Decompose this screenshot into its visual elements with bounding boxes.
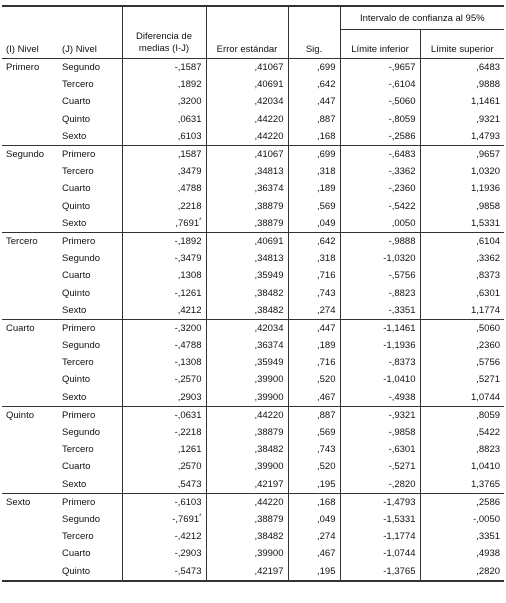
upper-limit-cell: ,9888: [420, 76, 504, 93]
mean-diff-cell: [122, 302, 206, 320]
mean-diff-value: ,4212: [177, 304, 202, 316]
table-header: [2, 6, 504, 59]
i-level-cell: [2, 389, 58, 407]
i-level-cell: Tercero: [2, 232, 58, 250]
mean-diff-value: ,1261: [177, 444, 202, 456]
table-row: [2, 145, 504, 163]
mean-diff-value: ,6103: [177, 130, 202, 142]
i-level-cell: Sexto: [2, 493, 58, 511]
lower-limit-cell: -,6483: [340, 145, 420, 163]
lower-limit-cell: -,2360: [340, 180, 420, 197]
mean-diff-value: ,5473: [177, 478, 202, 490]
mean-diff-value: -,2903: [174, 548, 202, 560]
i-level-cell: [2, 545, 58, 562]
upper-limit-cell: ,5756: [420, 354, 504, 371]
mean-diff-value: -,1308: [174, 357, 202, 369]
i-level-cell: [2, 128, 58, 146]
table-row: [2, 198, 504, 215]
sig-cell: ,189: [288, 337, 340, 354]
lower-limit-cell: -,2820: [340, 476, 420, 494]
lower-limit-cell: -1,0320: [340, 250, 420, 267]
upper-limit-cell: 1,0320: [420, 163, 504, 180]
mean-diff-value: ,3200: [177, 96, 202, 108]
j-level-cell: Quinto: [58, 562, 122, 580]
lower-limit-cell: ,0050: [340, 215, 420, 233]
upper-limit-cell: -,0050: [420, 511, 504, 528]
mean-diff-cell: [122, 337, 206, 354]
std-error-cell: ,34813: [206, 250, 288, 267]
std-error-cell: ,36374: [206, 337, 288, 354]
std-error-cell: ,40691: [206, 76, 288, 93]
table-row: [2, 337, 504, 354]
lower-limit-cell: -1,0744: [340, 545, 420, 562]
std-error-cell: ,35949: [206, 267, 288, 284]
ci-group-header: Intervalo de confianza al 95%: [340, 6, 504, 30]
std-error-cell: ,35949: [206, 354, 288, 371]
table-row: [2, 441, 504, 458]
std-error-cell: ,38879: [206, 215, 288, 233]
j-level-cell: Tercero: [62, 531, 94, 543]
lower-limit-cell: -1,1774: [340, 528, 420, 545]
std-error-cell: ,34813: [206, 163, 288, 180]
table-row: [2, 111, 504, 128]
mean-diff-cell: [122, 163, 206, 180]
lower-limit-cell: -1,4793: [340, 493, 420, 511]
lower-limit-cell: -,9888: [340, 232, 420, 250]
sig-cell: ,195: [288, 476, 340, 494]
lower-limit-cell: -,3362: [340, 163, 420, 180]
i-level-cell: [2, 198, 58, 215]
upper-limit-cell: ,6104: [420, 232, 504, 250]
i-level-cell: Cuarto: [2, 319, 58, 337]
sig-cell: ,716: [288, 354, 340, 371]
lower-limit-cell: -1,1461: [340, 319, 420, 337]
lower-limit-cell: -1,1936: [340, 337, 420, 354]
table-row: [2, 528, 504, 545]
mean-diff-value: ,2570: [177, 461, 202, 473]
upper-limit-cell: ,9858: [420, 198, 504, 215]
mean-diff-cell: [122, 424, 206, 441]
table-row: [2, 76, 504, 93]
j-level-cell: Cuarto: [62, 461, 91, 473]
sig-cell: ,699: [288, 59, 340, 77]
sig-cell: ,520: [288, 458, 340, 475]
std-error-cell: ,38879: [206, 511, 288, 528]
mean-diff-value: -,1587: [174, 62, 202, 74]
sig-cell: ,569: [288, 198, 340, 215]
upper-limit-cell: ,2360: [420, 337, 504, 354]
j-level-cell: Segundo: [62, 340, 101, 352]
std-error-cell: ,38482: [206, 302, 288, 320]
table-row: [2, 128, 504, 146]
upper-limit-cell: 1,0410: [420, 458, 504, 475]
mean-diff-cell: [122, 545, 206, 562]
table-row: [2, 406, 504, 424]
std-error-cell: ,39900: [206, 389, 288, 407]
upper-limit-cell: ,4938: [420, 545, 504, 562]
mean-diff-value: -,3479: [174, 253, 202, 265]
std-error-cell: ,44220: [206, 406, 288, 424]
mean-diff-value: -,2218: [174, 427, 202, 439]
table-row: [2, 302, 504, 320]
upper-limit-cell: ,2820: [420, 562, 504, 580]
i-level-cell: [2, 441, 58, 458]
lower-limit-cell: -,9858: [340, 424, 420, 441]
mean-diff-value: -,0631: [174, 409, 202, 421]
mean-diff-cell: [122, 389, 206, 407]
upper-limit-cell: ,8059: [420, 406, 504, 424]
i-level-cell: [2, 476, 58, 494]
std-error-cell: ,44220: [206, 128, 288, 146]
upper-limit-cell: ,8823: [420, 441, 504, 458]
i-level-cell: [2, 267, 58, 284]
std-error-cell: ,42197: [206, 476, 288, 494]
table-row: [2, 371, 504, 388]
mean-diff-value: ,1308: [177, 270, 202, 282]
mean-diff-value: -,6103: [174, 496, 202, 508]
sig-cell: ,743: [288, 441, 340, 458]
i-level-cell: [2, 111, 58, 128]
table-row: [2, 493, 504, 511]
col-header-upper-limit: Límite superior: [420, 30, 504, 59]
mean-diff-value: -,4788: [174, 340, 202, 352]
mean-diff-cell: [122, 180, 206, 197]
sig-cell: ,716: [288, 267, 340, 284]
i-level-cell: [2, 163, 58, 180]
mean-diff-cell: [122, 284, 206, 301]
mean-diff-cell: [122, 198, 206, 215]
sig-cell: ,168: [288, 493, 340, 511]
j-level-cell: Quinto: [62, 287, 90, 299]
std-error-cell: ,39900: [206, 458, 288, 475]
sig-cell: ,168: [288, 128, 340, 146]
sig-cell: ,049: [288, 511, 340, 528]
table-row: [2, 476, 504, 494]
lower-limit-cell: -,5060: [340, 93, 420, 110]
i-level-cell: [2, 302, 58, 320]
i-level-cell: Segundo: [2, 145, 58, 163]
std-error-cell: ,42034: [206, 319, 288, 337]
j-level-cell: Tercero: [62, 79, 94, 91]
table-row: [2, 458, 504, 475]
lower-limit-cell: -,9657: [340, 59, 420, 77]
lower-limit-cell: -1,0410: [340, 371, 420, 388]
lower-limit-cell: -1,3765: [340, 562, 420, 580]
table-row: [2, 267, 504, 284]
sig-cell: ,642: [288, 76, 340, 93]
upper-limit-cell: ,3351: [420, 528, 504, 545]
i-level-cell: [2, 76, 58, 93]
i-level-cell: [2, 215, 58, 233]
sig-cell: ,049: [288, 215, 340, 233]
mean-diff-value: ,7691: [175, 217, 200, 229]
lower-limit-cell: -1,5331: [340, 511, 420, 528]
j-level-cell: Primero: [58, 145, 122, 163]
mean-diff-cell: [122, 319, 206, 337]
upper-limit-cell: 1,3765: [420, 476, 504, 494]
upper-limit-cell: 1,1461: [420, 93, 504, 110]
lower-limit-cell: -,4938: [340, 389, 420, 407]
upper-limit-cell: ,9657: [420, 145, 504, 163]
sig-cell: ,447: [288, 93, 340, 110]
sig-cell: ,467: [288, 545, 340, 562]
mean-diff-value: ,1587: [177, 149, 202, 161]
table-row: [2, 562, 504, 580]
mean-diff-value: ,4788: [177, 183, 202, 195]
upper-limit-cell: 1,4793: [420, 128, 504, 146]
mean-diff-value: -,4212: [174, 531, 202, 543]
table-body: [2, 59, 504, 581]
sig-cell: ,887: [288, 111, 340, 128]
sig-cell: ,467: [288, 389, 340, 407]
std-error-cell: ,36374: [206, 180, 288, 197]
i-level-cell: [2, 511, 58, 528]
upper-limit-cell: 1,5331: [420, 215, 504, 233]
mean-diff-cell: [122, 59, 206, 77]
j-level-cell: Sexto: [62, 130, 87, 142]
col-header-lower-limit: Límite inferior: [340, 30, 420, 59]
std-error-cell: ,40691: [206, 232, 288, 250]
sig-cell: ,699: [288, 145, 340, 163]
sig-cell: ,189: [288, 180, 340, 197]
col-header-mean-diff: Diferencia de medias (I-J): [122, 30, 206, 59]
j-level-cell: Sexto: [62, 478, 87, 490]
sig-cell: ,274: [288, 302, 340, 320]
mean-diff-value: ,2903: [177, 391, 202, 403]
table-row: [2, 93, 504, 110]
sig-cell: ,274: [288, 528, 340, 545]
mean-diff-value: -,3200: [174, 322, 202, 334]
lower-limit-cell: -,5422: [340, 198, 420, 215]
upper-limit-cell: ,5422: [420, 424, 504, 441]
sig-cell: ,318: [288, 163, 340, 180]
mean-diff-cell: [122, 128, 206, 146]
upper-limit-cell: ,2586: [420, 493, 504, 511]
std-error-cell: ,42034: [206, 93, 288, 110]
mean-diff-value: ,0631: [177, 113, 202, 125]
mean-diff-cell: [122, 458, 206, 475]
table-row: [2, 389, 504, 407]
significance-marker: *: [199, 217, 202, 224]
mean-diff-cell: [122, 371, 206, 388]
i-level-cell: [2, 180, 58, 197]
mean-diff-value: -,1261: [174, 287, 202, 299]
upper-limit-cell: 1,0744: [420, 389, 504, 407]
j-level-cell: Sexto: [62, 304, 87, 316]
mean-diff-cell: [122, 215, 206, 233]
table-row: [2, 424, 504, 441]
upper-limit-cell: ,8373: [420, 267, 504, 284]
mean-diff-value: -,5473: [174, 565, 202, 577]
std-error-cell: ,38482: [206, 441, 288, 458]
col-header-j-level: (J) Nivel: [58, 30, 122, 59]
upper-limit-cell: ,5271: [420, 371, 504, 388]
i-level-cell: [2, 371, 58, 388]
std-error-cell: ,42197: [206, 562, 288, 580]
j-level-cell: Segundo: [62, 427, 101, 439]
j-level-cell: Cuarto: [62, 270, 91, 282]
sig-cell: ,642: [288, 232, 340, 250]
i-level-cell: [2, 250, 58, 267]
table-row: [2, 215, 504, 233]
table-row: [2, 284, 504, 301]
mean-diff-cell: [122, 528, 206, 545]
j-level-cell: Primero: [58, 319, 122, 337]
mean-diff-value: -,2570: [174, 374, 202, 386]
j-level-cell: Tercero: [62, 357, 94, 369]
mean-diff-value: ,2218: [177, 200, 202, 212]
std-error-cell: ,38879: [206, 424, 288, 441]
table-row: [2, 180, 504, 197]
mean-diff-cell: [122, 476, 206, 494]
std-error-cell: ,41067: [206, 59, 288, 77]
mean-diff-cell: [122, 441, 206, 458]
i-level-cell: Primero: [6, 62, 40, 74]
mean-diff-cell: [122, 493, 206, 511]
lower-limit-cell: -,6104: [340, 76, 420, 93]
j-level-cell: Tercero: [62, 444, 94, 456]
j-level-cell: Cuarto: [62, 548, 91, 560]
i-level-cell: [2, 528, 58, 545]
i-level-cell: [2, 562, 58, 580]
sig-cell: ,447: [288, 319, 340, 337]
lower-limit-cell: -,8823: [340, 284, 420, 301]
std-error-cell: ,44220: [206, 493, 288, 511]
lower-limit-cell: -,5756: [340, 267, 420, 284]
lower-limit-cell: -,6301: [340, 441, 420, 458]
std-error-cell: ,38879: [206, 198, 288, 215]
table-row: [2, 232, 504, 250]
j-level-cell: Quinto: [62, 113, 90, 125]
upper-limit-cell: ,6483: [420, 59, 504, 77]
j-level-cell: Sexto: [62, 217, 87, 229]
mean-diff-cell: [122, 354, 206, 371]
upper-limit-cell: 1,1936: [420, 180, 504, 197]
sig-cell: ,743: [288, 284, 340, 301]
col-header-std-error: Error estándar: [206, 30, 288, 59]
table-row: [2, 511, 504, 528]
mean-diff-cell: [122, 93, 206, 110]
sig-cell: ,195: [288, 562, 340, 580]
i-level-cell: [2, 93, 58, 110]
col-header-i-level: (I) Nivel: [2, 30, 58, 59]
i-level-cell: [2, 424, 58, 441]
j-level-cell: Quinto: [62, 200, 90, 212]
std-error-cell: ,44220: [206, 111, 288, 128]
mean-diff-cell: [122, 511, 206, 528]
std-error-cell: ,41067: [206, 145, 288, 163]
table-row: [2, 545, 504, 562]
table-row: [2, 59, 504, 77]
j-level-cell: Segundo: [62, 513, 101, 525]
lower-limit-cell: -,3351: [340, 302, 420, 320]
j-level-cell: Cuarto: [62, 183, 91, 195]
i-level-cell: [2, 354, 58, 371]
upper-limit-cell: ,5060: [420, 319, 504, 337]
lower-limit-cell: -,9321: [340, 406, 420, 424]
mean-diff-cell: [122, 76, 206, 93]
table-row: [2, 163, 504, 180]
mean-diff-cell: [122, 267, 206, 284]
upper-limit-cell: 1,1774: [420, 302, 504, 320]
mean-diff-cell: [122, 145, 206, 163]
lower-limit-cell: -,2586: [340, 128, 420, 146]
mean-diff-cell: [122, 562, 206, 580]
i-level-cell: [2, 337, 58, 354]
table-row: [2, 319, 504, 337]
sig-cell: ,569: [288, 424, 340, 441]
upper-limit-cell: ,9321: [420, 111, 504, 128]
mean-diff-cell: [122, 250, 206, 267]
std-error-cell: ,39900: [206, 545, 288, 562]
upper-limit-cell: ,3362: [420, 250, 504, 267]
lower-limit-cell: -,5271: [340, 458, 420, 475]
std-error-cell: ,39900: [206, 371, 288, 388]
sig-cell: ,318: [288, 250, 340, 267]
mean-diff-cell: [122, 111, 206, 128]
col-header-sig: Sig.: [288, 30, 340, 59]
sig-cell: ,520: [288, 371, 340, 388]
multiple-comparisons-table: [2, 5, 504, 582]
j-level-cell: Quinto: [62, 374, 90, 386]
j-level-cell: Primero: [58, 493, 122, 511]
mean-diff-cell: [122, 406, 206, 424]
j-level-cell: Segundo: [62, 253, 101, 265]
mean-diff-value: -,1892: [174, 235, 202, 247]
sig-cell: ,887: [288, 406, 340, 424]
significance-marker: *: [199, 513, 202, 520]
mean-diff-value: -,7691: [172, 513, 200, 525]
j-level-cell: Primero: [58, 232, 122, 250]
lower-limit-cell: -,8059: [340, 111, 420, 128]
j-level-cell: Cuarto: [62, 96, 91, 108]
mean-diff-value: ,1892: [177, 79, 202, 91]
j-level-cell: Sexto: [62, 391, 87, 403]
table-row: [2, 250, 504, 267]
mean-diff-cell: [122, 232, 206, 250]
std-error-cell: ,38482: [206, 284, 288, 301]
std-error-cell: ,38482: [206, 528, 288, 545]
i-level-cell: [2, 284, 58, 301]
i-level-cell: Quinto: [2, 406, 58, 424]
mean-diff-value: ,3479: [177, 166, 202, 178]
lower-limit-cell: -,8373: [340, 354, 420, 371]
j-level-cell: Tercero: [62, 166, 94, 178]
table-row: [2, 354, 504, 371]
j-level-cell: Segundo: [62, 62, 101, 74]
i-level-cell: [2, 458, 58, 475]
j-level-cell: Primero: [58, 406, 122, 424]
upper-limit-cell: ,6301: [420, 284, 504, 301]
